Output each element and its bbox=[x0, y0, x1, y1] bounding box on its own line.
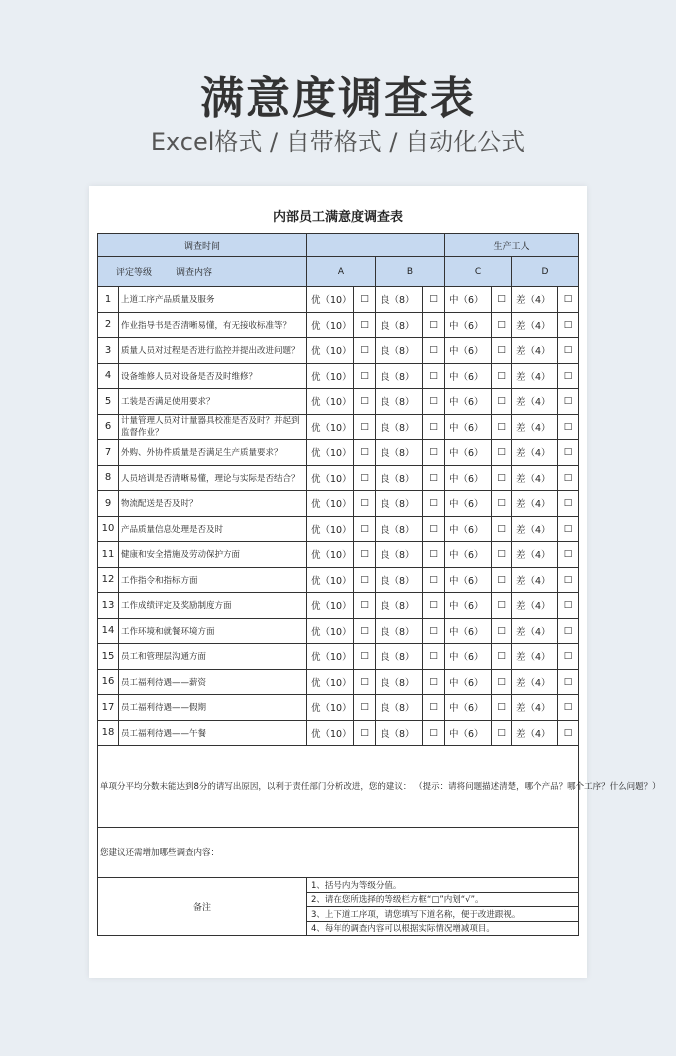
survey-item-text: 工作成绩评定及奖励制度方面 bbox=[119, 593, 307, 619]
table-row bbox=[98, 312, 579, 338]
survey-item-text: 员工福利待遇——假期 bbox=[119, 695, 307, 721]
grade-label-fair: 中（6） bbox=[445, 695, 492, 721]
table-row bbox=[98, 567, 579, 593]
grade-checkbox-good[interactable]: □ bbox=[423, 542, 445, 568]
survey-item-text: 员工福利待遇——午餐 bbox=[119, 720, 307, 746]
grade-checkbox-poor[interactable]: □ bbox=[558, 542, 579, 568]
table-row bbox=[98, 720, 579, 746]
table-row bbox=[98, 414, 579, 440]
grade-label-poor: 差（4） bbox=[512, 567, 558, 593]
grade-checkbox-fair[interactable]: □ bbox=[492, 363, 512, 389]
row-number: 10 bbox=[98, 516, 119, 542]
row-number: 6 bbox=[98, 414, 119, 440]
grade-label-excellent: 优（10） bbox=[307, 312, 354, 338]
table-row bbox=[98, 669, 579, 695]
grade-checkbox-good[interactable]: □ bbox=[423, 440, 445, 466]
sheet-title: 内部员工满意度调查表 bbox=[272, 210, 403, 225]
grade-checkbox-excellent[interactable]: □ bbox=[354, 440, 376, 466]
table-row bbox=[98, 363, 579, 389]
survey-item-text: 产品质量信息处理是否及时 bbox=[119, 516, 307, 542]
grade-checkbox-poor[interactable]: □ bbox=[558, 389, 579, 415]
survey-item-text: 作业指导书是否清晰易懂，有无接收标准等？ bbox=[119, 312, 307, 338]
survey-item-text: 外购、外协件质量是否满足生产质量要求？ bbox=[119, 440, 307, 466]
grade-label-good: 良（8） bbox=[376, 720, 423, 746]
grade-label-fair: 中（6） bbox=[445, 338, 492, 364]
survey-item-text: 计量管理人员对计量器具校准是否及时？并起到监督作业？ bbox=[119, 414, 307, 440]
grade-label-fair: 中（6） bbox=[445, 414, 492, 440]
grade-label-good: 良（8） bbox=[376, 414, 423, 440]
grade-label-good: 良（8） bbox=[376, 669, 423, 695]
table-row bbox=[98, 593, 579, 619]
grade-label-good: 良（8） bbox=[376, 465, 423, 491]
grade-checkbox-excellent[interactable]: □ bbox=[354, 414, 376, 440]
table-row bbox=[98, 491, 579, 517]
grade-checkbox-good[interactable]: □ bbox=[423, 567, 445, 593]
grade-checkbox-fair[interactable]: □ bbox=[492, 465, 512, 491]
survey-item-text: 工装是否满足使用要求？ bbox=[119, 389, 307, 415]
grade-label-excellent: 优（10） bbox=[307, 465, 354, 491]
grade-checkbox-fair[interactable]: □ bbox=[492, 593, 512, 619]
survey-table bbox=[97, 233, 661, 936]
grade-label-poor: 差（4） bbox=[512, 491, 558, 517]
grade-checkbox-good[interactable]: □ bbox=[423, 312, 445, 338]
grade-label-poor: 差（4） bbox=[512, 414, 558, 440]
grade-checkbox-fair[interactable]: □ bbox=[492, 312, 512, 338]
grade-label-poor: 差（4） bbox=[512, 669, 558, 695]
grade-label-fair: 中（6） bbox=[445, 312, 492, 338]
row-number: 17 bbox=[98, 695, 119, 721]
grade-checkbox-good[interactable]: □ bbox=[423, 695, 445, 721]
grade-label-good: 良（8） bbox=[376, 516, 423, 542]
grade-checkbox-poor[interactable]: □ bbox=[558, 695, 579, 721]
grade-checkbox-fair[interactable]: □ bbox=[492, 338, 512, 364]
grade-label-poor: 差（4） bbox=[512, 465, 558, 491]
grade-label-good: 良（8） bbox=[376, 363, 423, 389]
table-row bbox=[98, 542, 579, 568]
grade-content-header bbox=[98, 257, 307, 287]
grade-label-good: 良（8） bbox=[376, 567, 423, 593]
grade-label-excellent: 优（10） bbox=[307, 542, 354, 568]
remark-row bbox=[98, 878, 579, 893]
remark-item: 1、括号内为等级分值。 bbox=[307, 878, 579, 893]
survey-item-text: 人员培训是否清晰易懂，理论与实际是否结合？ bbox=[119, 465, 307, 491]
grade-checkbox-poor[interactable]: □ bbox=[558, 669, 579, 695]
grade-label-fair: 中（6） bbox=[445, 593, 492, 619]
table-row bbox=[98, 440, 579, 466]
grade-label-excellent: 优（10） bbox=[307, 593, 354, 619]
grade-checkbox-excellent[interactable]: □ bbox=[354, 644, 376, 670]
grade-label-excellent: 优（10） bbox=[307, 669, 354, 695]
grade-label-fair: 中（6） bbox=[445, 618, 492, 644]
grade-checkbox-excellent[interactable]: □ bbox=[354, 491, 376, 517]
grade-checkbox-poor[interactable]: □ bbox=[558, 491, 579, 517]
grade-checkbox-good[interactable]: □ bbox=[423, 389, 445, 415]
grade-checkbox-excellent[interactable]: □ bbox=[354, 593, 376, 619]
col-d-header: D bbox=[512, 257, 579, 287]
grade-checkbox-poor[interactable]: □ bbox=[558, 516, 579, 542]
grade-label-poor: 差（4） bbox=[512, 618, 558, 644]
grade-label-fair: 中（6） bbox=[445, 440, 492, 466]
grade-label-good: 良（8） bbox=[376, 338, 423, 364]
grade-checkbox-excellent[interactable]: □ bbox=[354, 389, 376, 415]
suggestion-row bbox=[98, 746, 579, 828]
grade-checkbox-fair[interactable]: □ bbox=[492, 644, 512, 670]
table-row bbox=[98, 338, 579, 364]
grade-checkbox-poor[interactable]: □ bbox=[558, 414, 579, 440]
table-row bbox=[98, 465, 579, 491]
grade-checkbox-poor[interactable]: □ bbox=[558, 338, 579, 364]
grade-checkbox-fair[interactable]: □ bbox=[492, 567, 512, 593]
grade-label-excellent: 优（10） bbox=[307, 440, 354, 466]
grade-label-poor: 差（4） bbox=[512, 440, 558, 466]
grade-label: 评定等级 bbox=[116, 268, 153, 278]
grade-label-good: 良（8） bbox=[376, 695, 423, 721]
grade-checkbox-poor[interactable]: □ bbox=[558, 567, 579, 593]
grade-checkbox-excellent[interactable]: □ bbox=[354, 338, 376, 364]
grade-checkbox-fair[interactable]: □ bbox=[492, 287, 512, 313]
grade-label-excellent: 优（10） bbox=[307, 491, 354, 517]
table-row bbox=[98, 516, 579, 542]
grade-checkbox-fair[interactable]: □ bbox=[492, 618, 512, 644]
grade-label-fair: 中（6） bbox=[445, 389, 492, 415]
grade-label-fair: 中（6） bbox=[445, 363, 492, 389]
grade-label-good: 良（8） bbox=[376, 491, 423, 517]
grade-checkbox-fair[interactable]: □ bbox=[492, 414, 512, 440]
survey-item-text: 设备维修人员对设备是否及时维修？ bbox=[119, 363, 307, 389]
col-c-header: C bbox=[445, 257, 512, 287]
grade-label-excellent: 优（10） bbox=[307, 363, 354, 389]
grade-checkbox-poor[interactable]: □ bbox=[558, 312, 579, 338]
production-worker-cell: 生产工人 bbox=[445, 234, 579, 257]
hero-subtitle: Excel格式 / 自带格式 / 自动化公式 bbox=[150, 128, 526, 156]
row-number: 12 bbox=[98, 567, 119, 593]
grade-checkbox-excellent[interactable]: □ bbox=[354, 695, 376, 721]
grade-label-fair: 中（6） bbox=[445, 567, 492, 593]
remark-item: 3、上下道工序项，请您填写下道名称，便于改进跟视。 bbox=[307, 907, 579, 922]
grade-label-good: 良（8） bbox=[376, 287, 423, 313]
hero-title: 满意度调查表 bbox=[200, 73, 476, 124]
survey-item-text: 员工和管理层沟通方面 bbox=[119, 644, 307, 670]
grade-label-fair: 中（6） bbox=[445, 287, 492, 313]
suggestion-field[interactable]: 单项分平均分数未能达到8分的请写出原因，以利于责任部门分析改进，您的建议： （提示：请将问题描述清楚，哪个产品？哪个工序？什么问题？） bbox=[98, 746, 579, 828]
grade-label-good: 良（8） bbox=[376, 618, 423, 644]
grade-label-good: 良（8） bbox=[376, 542, 423, 568]
grade-label-excellent: 优（10） bbox=[307, 644, 354, 670]
remarks-label: 备注 bbox=[98, 878, 307, 936]
content-label: 调查内容 bbox=[176, 268, 213, 278]
grade-checkbox-excellent[interactable]: □ bbox=[354, 720, 376, 746]
row-number: 2 bbox=[98, 312, 119, 338]
survey-sheet bbox=[89, 186, 661, 978]
header-row-2 bbox=[98, 257, 579, 287]
survey-item-text: 健康和安全措施及劳动保护方面 bbox=[119, 542, 307, 568]
grade-checkbox-fair[interactable]: □ bbox=[492, 695, 512, 721]
grade-label-good: 良（8） bbox=[376, 440, 423, 466]
grade-checkbox-poor[interactable]: □ bbox=[558, 618, 579, 644]
table-row bbox=[98, 287, 579, 313]
survey-item-text: 工作环境和就餐环境方面 bbox=[119, 618, 307, 644]
grade-checkbox-fair[interactable]: □ bbox=[492, 440, 512, 466]
survey-item-text: 质量人员对过程是否进行监控并提出改进问题？ bbox=[119, 338, 307, 364]
grade-checkbox-fair[interactable]: □ bbox=[492, 491, 512, 517]
grade-checkbox-fair[interactable]: □ bbox=[492, 720, 512, 746]
grade-label-poor: 差（4） bbox=[512, 516, 558, 542]
grade-label-poor: 差（4） bbox=[512, 312, 558, 338]
grade-checkbox-poor[interactable]: □ bbox=[558, 644, 579, 670]
grade-checkbox-poor[interactable]: □ bbox=[558, 465, 579, 491]
row-number: 16 bbox=[98, 669, 119, 695]
grade-label-excellent: 优（10） bbox=[307, 618, 354, 644]
grade-checkbox-good[interactable]: □ bbox=[423, 338, 445, 364]
grade-label-excellent: 优（10） bbox=[307, 287, 354, 313]
grade-checkbox-good[interactable]: □ bbox=[423, 720, 445, 746]
header-row-1 bbox=[98, 234, 579, 257]
grade-label-good: 良（8） bbox=[376, 389, 423, 415]
survey-time-cell: 调查时间 bbox=[98, 234, 307, 257]
grade-label-fair: 中（6） bbox=[445, 644, 492, 670]
grade-checkbox-good[interactable]: □ bbox=[423, 287, 445, 313]
row-number: 18 bbox=[98, 720, 119, 746]
grade-label-good: 良（8） bbox=[376, 312, 423, 338]
grade-checkbox-good[interactable]: □ bbox=[423, 465, 445, 491]
grade-label-poor: 差（4） bbox=[512, 644, 558, 670]
additional-content-row bbox=[98, 828, 579, 878]
grade-checkbox-fair[interactable]: □ bbox=[492, 669, 512, 695]
row-number: 8 bbox=[98, 465, 119, 491]
grade-checkbox-poor[interactable]: □ bbox=[558, 440, 579, 466]
table-row bbox=[98, 618, 579, 644]
survey-item-text: 上道工序产品质量及服务 bbox=[119, 287, 307, 313]
grade-label-fair: 中（6） bbox=[445, 542, 492, 568]
row-number: 14 bbox=[98, 618, 119, 644]
grade-label-poor: 差（4） bbox=[512, 389, 558, 415]
grade-label-fair: 中（6） bbox=[445, 720, 492, 746]
grade-checkbox-excellent[interactable]: □ bbox=[354, 287, 376, 313]
additional-content-field[interactable]: 您建议还需增加哪些调查内容： bbox=[98, 828, 579, 878]
grade-label-fair: 中（6） bbox=[445, 491, 492, 517]
blank-header-cell bbox=[307, 234, 445, 257]
grade-label-fair: 中（6） bbox=[445, 669, 492, 695]
col-a-header: A bbox=[307, 257, 376, 287]
grade-checkbox-excellent[interactable]: □ bbox=[354, 618, 376, 644]
grade-checkbox-excellent[interactable]: □ bbox=[354, 669, 376, 695]
grade-checkbox-excellent[interactable]: □ bbox=[354, 312, 376, 338]
col-b-header: B bbox=[376, 257, 445, 287]
row-number: 7 bbox=[98, 440, 119, 466]
grade-label-excellent: 优（10） bbox=[307, 516, 354, 542]
grade-checkbox-poor[interactable]: □ bbox=[558, 363, 579, 389]
row-number: 1 bbox=[98, 287, 119, 313]
grade-label-excellent: 优（10） bbox=[307, 720, 354, 746]
row-number: 13 bbox=[98, 593, 119, 619]
grade-checkbox-good[interactable]: □ bbox=[423, 414, 445, 440]
table-row bbox=[98, 644, 579, 670]
grade-label-excellent: 优（10） bbox=[307, 338, 354, 364]
grade-label-excellent: 优（10） bbox=[307, 389, 354, 415]
grade-label-poor: 差（4） bbox=[512, 287, 558, 313]
grade-checkbox-excellent[interactable]: □ bbox=[354, 363, 376, 389]
grade-checkbox-poor[interactable]: □ bbox=[558, 720, 579, 746]
grade-checkbox-good[interactable]: □ bbox=[423, 516, 445, 542]
grade-label-poor: 差（4） bbox=[512, 363, 558, 389]
grade-checkbox-excellent[interactable]: □ bbox=[354, 542, 376, 568]
grade-checkbox-good[interactable]: □ bbox=[423, 363, 445, 389]
row-number: 5 bbox=[98, 389, 119, 415]
survey-item-text: 工作指令和指标方面 bbox=[119, 567, 307, 593]
grade-label-excellent: 优（10） bbox=[307, 414, 354, 440]
grade-checkbox-good[interactable]: □ bbox=[423, 618, 445, 644]
row-number: 4 bbox=[98, 363, 119, 389]
grade-label-poor: 差（4） bbox=[512, 542, 558, 568]
grade-label-excellent: 优（10） bbox=[307, 567, 354, 593]
grade-checkbox-good[interactable]: □ bbox=[423, 669, 445, 695]
grade-label-good: 良（8） bbox=[376, 644, 423, 670]
grade-checkbox-good[interactable]: □ bbox=[423, 491, 445, 517]
grade-label-fair: 中（6） bbox=[445, 516, 492, 542]
grade-label-poor: 差（4） bbox=[512, 338, 558, 364]
row-number: 15 bbox=[98, 644, 119, 670]
row-number: 11 bbox=[98, 542, 119, 568]
grade-label-excellent: 优（10） bbox=[307, 695, 354, 721]
row-number: 9 bbox=[98, 491, 119, 517]
grade-checkbox-poor[interactable]: □ bbox=[558, 287, 579, 313]
grade-checkbox-poor[interactable]: □ bbox=[558, 593, 579, 619]
remark-item: 4、每年的调查内容可以根据实际情况增减项目。 bbox=[307, 921, 579, 936]
row-number: 3 bbox=[98, 338, 119, 364]
table-row bbox=[98, 389, 579, 415]
grade-checkbox-fair[interactable]: □ bbox=[492, 389, 512, 415]
grade-checkbox-fair[interactable]: □ bbox=[492, 542, 512, 568]
grade-label-poor: 差（4） bbox=[512, 695, 558, 721]
grade-checkbox-good[interactable]: □ bbox=[423, 644, 445, 670]
grade-label-poor: 差（4） bbox=[512, 720, 558, 746]
grade-checkbox-excellent[interactable]: □ bbox=[354, 567, 376, 593]
grade-checkbox-good[interactable]: □ bbox=[423, 593, 445, 619]
grade-checkbox-excellent[interactable]: □ bbox=[354, 516, 376, 542]
grade-checkbox-fair[interactable]: □ bbox=[492, 516, 512, 542]
grade-label-good: 良（8） bbox=[376, 593, 423, 619]
survey-item-text: 物流配送是否及时？ bbox=[119, 491, 307, 517]
grade-checkbox-excellent[interactable]: □ bbox=[354, 465, 376, 491]
survey-item-text: 员工福利待遇——薪资 bbox=[119, 669, 307, 695]
table-row bbox=[98, 695, 579, 721]
grade-label-fair: 中（6） bbox=[445, 465, 492, 491]
remark-item: 2、请在您所选择的等级栏方框“□”内划“√”。 bbox=[307, 892, 579, 907]
grade-label-poor: 差（4） bbox=[512, 593, 558, 619]
